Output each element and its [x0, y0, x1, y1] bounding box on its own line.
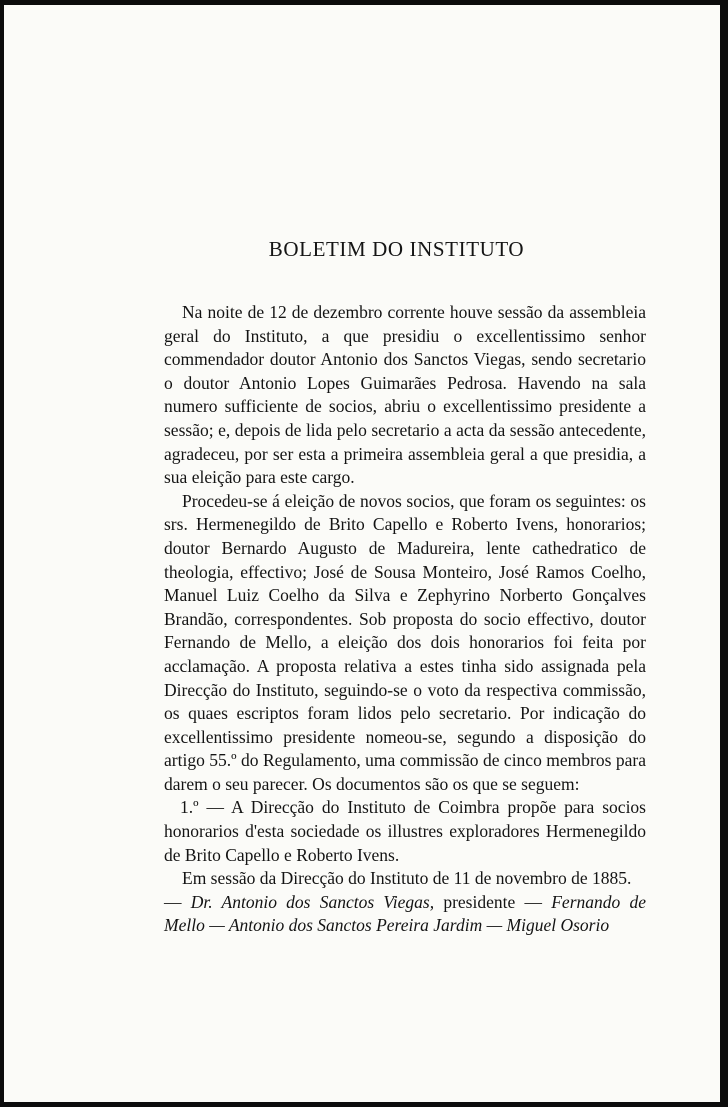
page — [4, 5, 720, 1102]
paragraph-proposal: 1.º — A Direcção do Instituto de Coimbra propõe para socios honorarios d'esta sociedade os illustres exploradores Hermenegildo de Brito Capello e Roberto Ivens. — [164, 797, 646, 865]
signature-names-members: Fernando de Mello — Antonio dos Sanctos Pereira Jardim — Miguel Osorio — [164, 891, 647, 936]
paragraph-session-date: Em sessão da Direcção do Instituto de 11 de novembro de 1885. — [182, 868, 632, 889]
paragraph-assembly: Na noite de 12 de dezembro corrente houve sessão da assembleia geral do Instituto, a que presidiu o excellentissimo senhor commendador doutor Antonio dos Sanctos Viegas, sendo secretario o doutor Antonio Lopes Guimarães Pedrosa. Havendo na sala numero sufficiente de socios, abriu o excellentissimo presidente a sessão; e, depois de lida pelo secretario a acta da sessão antecedente, agradeceu, por ser esta a primeira assembleia geral a que presidia, a sua eleição para este cargo. — [164, 302, 646, 488]
page-title: BOLETIM DO INSTITUTO — [268, 237, 525, 261]
signature-line — [164, 891, 646, 938]
signature-name-president: Dr. Antonio dos Sanctos Viegas, — [190, 891, 435, 912]
signature-dash: — — [164, 891, 191, 912]
article-body — [164, 301, 646, 938]
signature-role-president: presidente — — [434, 891, 552, 912]
paragraph-election: Procedeu-se á eleição de novos socios, que foram os seguintes: os srs. Hermenegildo de Brito Capello e Roberto Ivens, honorarios; doutor Bernardo Augusto de Madureira, lente cathedratico de theologia, effectivo; José de Sousa Monteiro, José Ramos Coelho, Manuel Luiz Coelho da Silva e Zephyrino Norberto Gonçalves Brandão, correspondentes. Sob proposta do socio effectivo, doutor Fernando de Mello, a eleição dos dois honorarios foi feita por acclamação. A proposta relativa a estes tinha sido assignada pela Direcção do Instituto, seguindo-se o voto da respectiva commissão, os quaes escriptos foram lidos pelo secretario. Por indicação do excellentissimo presidente nomeou-se, segundo a disposição do artigo 55.º do Regulamento, uma commissão de cinco membros para darem o seu parecer. Os documentos são os que se seguem: — [164, 490, 646, 794]
